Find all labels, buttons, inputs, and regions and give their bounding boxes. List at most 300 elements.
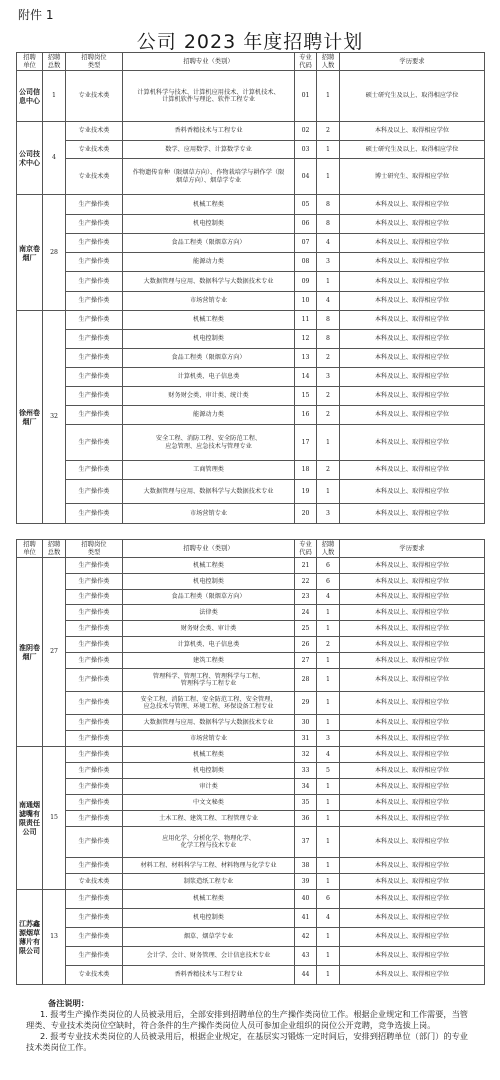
education-cell: 本科及以上、取得相应学位 <box>340 574 485 590</box>
table-row <box>17 947 485 966</box>
headcount-cell: 1 <box>317 669 340 692</box>
position-type-cell: 生产操作类 <box>66 406 123 425</box>
page-title: 公司 2023 年度招聘计划 <box>136 31 364 53</box>
major-cell: 制浆造纸工程专业 <box>123 874 295 890</box>
table-row <box>17 827 485 858</box>
major-cell: 工商管理类 <box>123 461 295 480</box>
major-cell: 大数据管理与应用、数据科学与大数据技术专业 <box>123 715 295 731</box>
table-row <box>17 558 485 574</box>
major-cell: 数学、应用数学、计算数学专业 <box>123 141 295 159</box>
major-code-cell: 12 <box>295 330 317 349</box>
major-code-cell: 02 <box>295 122 317 141</box>
headcount-cell: 8 <box>317 330 340 349</box>
position-type-cell: 生产操作类 <box>66 858 123 874</box>
table-row <box>17 731 485 747</box>
education-cell: 本科及以上、取得相应学位 <box>340 425 485 461</box>
position-type-cell: 生产操作类 <box>66 731 123 747</box>
major-code-cell: 08 <box>295 253 317 272</box>
major-code-cell: 25 <box>295 621 317 637</box>
unit-name-cell: 淮阴卷烟厂 <box>17 558 43 747</box>
major-code-cell: 23 <box>295 590 317 605</box>
position-type-cell: 生产操作类 <box>66 504 123 524</box>
major-code-cell: 09 <box>295 272 317 292</box>
table-row <box>17 480 485 504</box>
table-row <box>17 605 485 621</box>
position-type-cell: 生产操作类 <box>66 480 123 504</box>
unit-total-cell: 15 <box>43 747 66 890</box>
position-type-cell: 生产操作类 <box>66 928 123 947</box>
headcount-cell: 1 <box>317 715 340 731</box>
major-cell: 机械工程类 <box>123 195 295 215</box>
major-code-cell: 36 <box>295 811 317 827</box>
headcount-cell: 2 <box>317 349 340 368</box>
major-cell: 土木工程、建筑工程、工程管理专业 <box>123 811 295 827</box>
header-education: 学历要求 <box>340 540 485 558</box>
major-code-cell: 11 <box>295 311 317 330</box>
position-type-cell: 生产操作类 <box>66 574 123 590</box>
headcount-cell: 3 <box>317 253 340 272</box>
headcount-cell: 3 <box>317 504 340 524</box>
education-cell: 本科及以上、取得相应学位 <box>340 480 485 504</box>
unit-name-cell: 徐州卷烟厂 <box>17 311 43 524</box>
headcount-cell: 4 <box>317 590 340 605</box>
headcount-cell: 1 <box>317 795 340 811</box>
headcount-cell: 1 <box>317 692 340 715</box>
table-row <box>17 159 485 195</box>
table-row <box>17 368 485 387</box>
position-type-cell: 专业技术类 <box>66 71 123 122</box>
major-cell: 法律类 <box>123 605 295 621</box>
major-code-cell: 20 <box>295 504 317 524</box>
table-row <box>17 195 485 215</box>
header-count: 招聘 人数 <box>317 540 340 558</box>
education-cell: 本科及以上、取得相应学位 <box>340 811 485 827</box>
table-row <box>17 928 485 947</box>
position-type-cell: 生产操作类 <box>66 605 123 621</box>
headcount-cell: 2 <box>317 637 340 653</box>
position-type-cell: 生产操作类 <box>66 272 123 292</box>
attachment-label: 附件 1 <box>18 8 54 22</box>
headcount-cell: 5 <box>317 763 340 779</box>
position-type-cell: 生产操作类 <box>66 715 123 731</box>
position-type-cell: 生产操作类 <box>66 558 123 574</box>
table-row <box>17 349 485 368</box>
education-cell: 本科及以上、取得相应学位 <box>340 558 485 574</box>
education-cell: 本科及以上、取得相应学位 <box>340 311 485 330</box>
headcount-cell: 6 <box>317 558 340 574</box>
table-row <box>17 890 485 909</box>
headcount-cell: 1 <box>317 858 340 874</box>
major-cell: 烟草、烟草学专业 <box>123 928 295 947</box>
major-code-cell: 43 <box>295 947 317 966</box>
table-row <box>17 966 485 985</box>
header-type: 招聘岗位 类型 <box>66 53 123 71</box>
major-code-cell: 13 <box>295 349 317 368</box>
education-cell: 本科及以上、取得相应学位 <box>340 763 485 779</box>
unit-name-cell: 南通烟滤嘴有限责任公司 <box>17 747 43 890</box>
position-type-cell: 专业技术类 <box>66 141 123 159</box>
unit-total-cell: 27 <box>43 558 66 747</box>
headcount-cell: 1 <box>317 779 340 795</box>
table-row <box>17 406 485 425</box>
education-cell: 本科及以上、取得相应学位 <box>340 669 485 692</box>
recruitment-table-part-1 <box>16 52 485 524</box>
position-type-cell: 生产操作类 <box>66 779 123 795</box>
position-type-cell: 专业技术类 <box>66 966 123 985</box>
position-type-cell: 生产操作类 <box>66 349 123 368</box>
headcount-cell: 1 <box>317 811 340 827</box>
major-cell: 计算机类、电子信息类 <box>123 637 295 653</box>
position-type-cell: 生产操作类 <box>66 827 123 858</box>
headcount-cell: 1 <box>317 874 340 890</box>
major-code-cell: 21 <box>295 558 317 574</box>
table-row <box>17 858 485 874</box>
unit-name-cell: 江苏鑫源烟草薄片有限公司 <box>17 890 43 985</box>
education-cell: 本科及以上、取得相应学位 <box>340 504 485 524</box>
education-cell: 本科及以上、取得相应学位 <box>340 637 485 653</box>
education-cell: 本科及以上、取得相应学位 <box>340 406 485 425</box>
headcount-cell: 1 <box>317 827 340 858</box>
unit-name-cell: 公司信息中心 <box>17 71 43 122</box>
position-type-cell: 生产操作类 <box>66 425 123 461</box>
position-type-cell: 专业技术类 <box>66 122 123 141</box>
education-cell: 本科及以上、取得相应学位 <box>340 253 485 272</box>
major-code-cell: 14 <box>295 368 317 387</box>
major-code-cell: 24 <box>295 605 317 621</box>
headcount-cell: 8 <box>317 311 340 330</box>
education-cell: 硕士研究生及以上、取得相应学位 <box>340 71 485 122</box>
major-cell: 机电控制类 <box>123 763 295 779</box>
headcount-cell: 3 <box>317 731 340 747</box>
education-cell: 本科及以上、取得相应学位 <box>340 731 485 747</box>
major-code-cell: 01 <box>295 71 317 122</box>
major-code-cell: 33 <box>295 763 317 779</box>
header-code: 专业 代码 <box>295 540 317 558</box>
table-row <box>17 692 485 715</box>
headcount-cell: 1 <box>317 653 340 669</box>
major-code-cell: 44 <box>295 966 317 985</box>
headcount-cell: 6 <box>317 890 340 909</box>
notes-section <box>26 998 476 1053</box>
major-cell: 食品工程类（限烟草方向） <box>123 349 295 368</box>
education-cell: 本科及以上、取得相应学位 <box>340 122 485 141</box>
unit-total-cell: 28 <box>43 195 66 311</box>
major-code-cell: 30 <box>295 715 317 731</box>
major-code-cell: 05 <box>295 195 317 215</box>
major-code-cell: 38 <box>295 858 317 874</box>
education-cell: 本科及以上、取得相应学位 <box>340 215 485 234</box>
table-row <box>17 747 485 763</box>
unit-total-cell: 4 <box>43 122 66 195</box>
major-code-cell: 37 <box>295 827 317 858</box>
major-code-cell: 32 <box>295 747 317 763</box>
table-row <box>17 795 485 811</box>
position-type-cell: 生产操作类 <box>66 653 123 669</box>
major-cell: 财务财会类、审计类、统计类 <box>123 387 295 406</box>
major-cell: 会计学、会计、财务管理、会计信息技术专业 <box>123 947 295 966</box>
table-row <box>17 122 485 141</box>
position-type-cell: 生产操作类 <box>66 637 123 653</box>
position-type-cell: 生产操作类 <box>66 763 123 779</box>
major-cell: 香料香精技术与工程专业 <box>123 966 295 985</box>
education-cell: 本科及以上、取得相应学位 <box>340 874 485 890</box>
major-code-cell: 03 <box>295 141 317 159</box>
table-row <box>17 811 485 827</box>
major-cell: 安全工程、消防工程、安全防范工程、 应急管理、应急技术与管理专业 <box>123 425 295 461</box>
major-code-cell: 17 <box>295 425 317 461</box>
table-row <box>17 71 485 122</box>
header-major: 招聘专业（类别） <box>123 540 295 558</box>
major-cell: 财务财会类、审计类 <box>123 621 295 637</box>
major-code-cell: 10 <box>295 292 317 311</box>
major-code-cell: 22 <box>295 574 317 590</box>
position-type-cell: 生产操作类 <box>66 590 123 605</box>
major-cell: 食品工程类（限烟草方向） <box>123 234 295 253</box>
education-cell: 本科及以上、取得相应学位 <box>340 890 485 909</box>
education-cell: 本科及以上、取得相应学位 <box>340 292 485 311</box>
major-code-cell: 06 <box>295 215 317 234</box>
major-cell: 材料工程、材料科学与工程、材料物理与化学专业 <box>123 858 295 874</box>
unit-total-cell: 1 <box>43 71 66 122</box>
unit-total-cell: 32 <box>43 311 66 524</box>
position-type-cell: 生产操作类 <box>66 387 123 406</box>
position-type-cell: 生产操作类 <box>66 292 123 311</box>
education-cell: 博士研究生、取得相应学位 <box>340 159 485 195</box>
major-code-cell: 41 <box>295 909 317 928</box>
education-cell: 本科及以上、取得相应学位 <box>340 195 485 215</box>
major-cell: 机电控制类 <box>123 215 295 234</box>
education-cell: 本科及以上、取得相应学位 <box>340 234 485 253</box>
education-cell: 本科及以上、取得相应学位 <box>340 590 485 605</box>
major-code-cell: 16 <box>295 406 317 425</box>
table-row <box>17 874 485 890</box>
header-total: 招聘 总数 <box>43 540 66 558</box>
unit-name-cell: 南京卷烟厂 <box>17 195 43 311</box>
education-cell: 本科及以上、取得相应学位 <box>340 349 485 368</box>
major-cell: 机械工程类 <box>123 890 295 909</box>
education-cell: 本科及以上、取得相应学位 <box>340 715 485 731</box>
recruitment-table-part-2 <box>16 539 485 985</box>
education-cell: 本科及以上、取得相应学位 <box>340 387 485 406</box>
headcount-cell: 1 <box>317 605 340 621</box>
table-row <box>17 763 485 779</box>
unit-name-cell: 公司技术中心 <box>17 122 43 195</box>
major-cell: 市场营销专业 <box>123 292 295 311</box>
header-education: 学历要求 <box>340 53 485 71</box>
major-code-cell: 35 <box>295 795 317 811</box>
major-cell: 中文文秘类 <box>123 795 295 811</box>
major-cell: 安全工程、消防工程、安全防范工程、安全管理、 应急技术与管理、环境工程、环保设备工程专业 <box>123 692 295 715</box>
header-type: 招聘岗位 类型 <box>66 540 123 558</box>
table-row <box>17 669 485 692</box>
major-cell: 机电控制类 <box>123 330 295 349</box>
table-row <box>17 574 485 590</box>
headcount-cell: 1 <box>317 425 340 461</box>
position-type-cell: 生产操作类 <box>66 692 123 715</box>
notes-title: 备注说明： <box>48 998 89 1008</box>
major-code-cell: 29 <box>295 692 317 715</box>
header-unit: 招聘 单位 <box>17 53 43 71</box>
headcount-cell: 2 <box>317 387 340 406</box>
headcount-cell: 4 <box>317 747 340 763</box>
position-type-cell: 专业技术类 <box>66 159 123 195</box>
table-row <box>17 715 485 731</box>
position-type-cell: 生产操作类 <box>66 747 123 763</box>
major-code-cell: 04 <box>295 159 317 195</box>
headcount-cell: 1 <box>317 947 340 966</box>
header-count: 招聘 人数 <box>317 53 340 71</box>
table-row <box>17 141 485 159</box>
table-row <box>17 590 485 605</box>
header-unit: 招聘 单位 <box>17 540 43 558</box>
headcount-cell: 1 <box>317 71 340 122</box>
major-cell: 能源动力类 <box>123 253 295 272</box>
note-item-1: 1. 报考生产操作类岗位的人员被录用后，全部安排到招聘单位的生产操作类岗位工作。根据企业规定和工作需要，当管理类、专业技术类岗位空缺时，符合条件的生产操作类岗位人员可参加企业组织的岗位公开竞聘，竞争选拔上岗。 <box>26 1009 468 1030</box>
major-cell: 审计类 <box>123 779 295 795</box>
position-type-cell: 生产操作类 <box>66 195 123 215</box>
education-cell: 本科及以上、取得相应学位 <box>340 747 485 763</box>
headcount-cell: 3 <box>317 368 340 387</box>
major-cell: 机械工程类 <box>123 311 295 330</box>
table-row <box>17 461 485 480</box>
table-row <box>17 653 485 669</box>
table-row <box>17 504 485 524</box>
table-row <box>17 779 485 795</box>
education-cell: 本科及以上、取得相应学位 <box>340 858 485 874</box>
table-row <box>17 311 485 330</box>
table-row <box>17 292 485 311</box>
major-cell: 计算机科学与技术、计算机应用技术、计算机技术、 计算机软件与理论、软件工程专业 <box>123 71 295 122</box>
header-major: 招聘专业（类别） <box>123 53 295 71</box>
education-cell: 本科及以上、取得相应学位 <box>340 827 485 858</box>
table-row <box>17 621 485 637</box>
headcount-cell: 1 <box>317 159 340 195</box>
education-cell: 本科及以上、取得相应学位 <box>340 368 485 387</box>
major-cell: 机械工程类 <box>123 558 295 574</box>
major-code-cell: 31 <box>295 731 317 747</box>
headcount-cell: 1 <box>317 621 340 637</box>
headcount-cell: 4 <box>317 292 340 311</box>
position-type-cell: 生产操作类 <box>66 215 123 234</box>
major-cell: 大数据管理与应用、数据科学与大数据技术专业 <box>123 480 295 504</box>
table-row <box>17 425 485 461</box>
table-row <box>17 253 485 272</box>
note-item-2: 2. 报考专业技术类岗位的人员被录用后，根据企业规定，在基层实习锻炼一定时间后，安排到招聘单位（部门）的专业技术类岗位工作。 <box>26 1031 468 1052</box>
education-cell: 本科及以上、取得相应学位 <box>340 909 485 928</box>
education-cell: 本科及以上、取得相应学位 <box>340 330 485 349</box>
education-cell: 本科及以上、取得相应学位 <box>340 461 485 480</box>
table-row <box>17 234 485 253</box>
major-code-cell: 28 <box>295 669 317 692</box>
education-cell: 本科及以上、取得相应学位 <box>340 966 485 985</box>
position-type-cell: 生产操作类 <box>66 311 123 330</box>
position-type-cell: 生产操作类 <box>66 669 123 692</box>
major-cell: 机械工程类 <box>123 747 295 763</box>
education-cell: 本科及以上、取得相应学位 <box>340 692 485 715</box>
major-code-cell: 34 <box>295 779 317 795</box>
major-code-cell: 39 <box>295 874 317 890</box>
position-type-cell: 生产操作类 <box>66 947 123 966</box>
headcount-cell: 1 <box>317 141 340 159</box>
position-type-cell: 生产操作类 <box>66 368 123 387</box>
headcount-cell: 1 <box>317 480 340 504</box>
headcount-cell: 2 <box>317 122 340 141</box>
header-total: 招聘 总数 <box>43 53 66 71</box>
major-cell: 计算机类、电子信息类 <box>123 368 295 387</box>
table-header-row <box>17 540 485 558</box>
major-code-cell: 07 <box>295 234 317 253</box>
headcount-cell: 6 <box>317 574 340 590</box>
headcount-cell: 4 <box>317 909 340 928</box>
headcount-cell: 1 <box>317 272 340 292</box>
position-type-cell: 生产操作类 <box>66 795 123 811</box>
headcount-cell: 8 <box>317 195 340 215</box>
education-cell: 本科及以上、取得相应学位 <box>340 653 485 669</box>
headcount-cell: 1 <box>317 928 340 947</box>
major-cell: 市场营销专业 <box>123 504 295 524</box>
headcount-cell: 4 <box>317 234 340 253</box>
major-code-cell: 19 <box>295 480 317 504</box>
major-code-cell: 15 <box>295 387 317 406</box>
education-cell: 本科及以上、取得相应学位 <box>340 779 485 795</box>
headcount-cell: 1 <box>317 966 340 985</box>
education-cell: 本科及以上、取得相应学位 <box>340 947 485 966</box>
position-type-cell: 生产操作类 <box>66 461 123 480</box>
position-type-cell: 生产操作类 <box>66 330 123 349</box>
major-cell: 应用化学、分析化学、物理化学、 化学工程与技术专业 <box>123 827 295 858</box>
education-cell: 本科及以上、取得相应学位 <box>340 605 485 621</box>
major-code-cell: 40 <box>295 890 317 909</box>
education-cell: 本科及以上、取得相应学位 <box>340 795 485 811</box>
position-type-cell: 生产操作类 <box>66 621 123 637</box>
headcount-cell: 2 <box>317 461 340 480</box>
education-cell: 本科及以上、取得相应学位 <box>340 621 485 637</box>
position-type-cell: 生产操作类 <box>66 890 123 909</box>
position-type-cell: 生产操作类 <box>66 909 123 928</box>
major-cell: 管理科学、管理工程、管理科学与工程、 管理科学与工程专业 <box>123 669 295 692</box>
major-cell: 市场营销专业 <box>123 731 295 747</box>
position-type-cell: 生产操作类 <box>66 253 123 272</box>
table-header-row <box>17 53 485 71</box>
major-cell: 机电控制类 <box>123 574 295 590</box>
education-cell: 本科及以上、取得相应学位 <box>340 272 485 292</box>
major-code-cell: 27 <box>295 653 317 669</box>
major-code-cell: 42 <box>295 928 317 947</box>
table-row <box>17 215 485 234</box>
table-row <box>17 272 485 292</box>
major-cell: 机电控制类 <box>123 909 295 928</box>
education-cell: 硕士研究生及以上、取得相应学位 <box>340 141 485 159</box>
table-row <box>17 637 485 653</box>
table-row <box>17 330 485 349</box>
table-row <box>17 909 485 928</box>
unit-total-cell: 13 <box>43 890 66 985</box>
position-type-cell: 专业技术类 <box>66 874 123 890</box>
table-row <box>17 387 485 406</box>
headcount-cell: 2 <box>317 406 340 425</box>
headcount-cell: 8 <box>317 215 340 234</box>
major-cell: 食品工程类（限烟草方向） <box>123 590 295 605</box>
major-code-cell: 26 <box>295 637 317 653</box>
position-type-cell: 生产操作类 <box>66 234 123 253</box>
education-cell: 本科及以上、取得相应学位 <box>340 928 485 947</box>
header-code: 专业 代码 <box>295 53 317 71</box>
major-cell: 香料香精技术与工程专业 <box>123 122 295 141</box>
major-cell: 能源动力类 <box>123 406 295 425</box>
major-cell: 建筑工程类 <box>123 653 295 669</box>
major-code-cell: 18 <box>295 461 317 480</box>
major-cell: 作物遗传育种（限烟草方向）、作物栽培学与耕作学（限 烟草方向）、烟草学专业 <box>123 159 295 195</box>
